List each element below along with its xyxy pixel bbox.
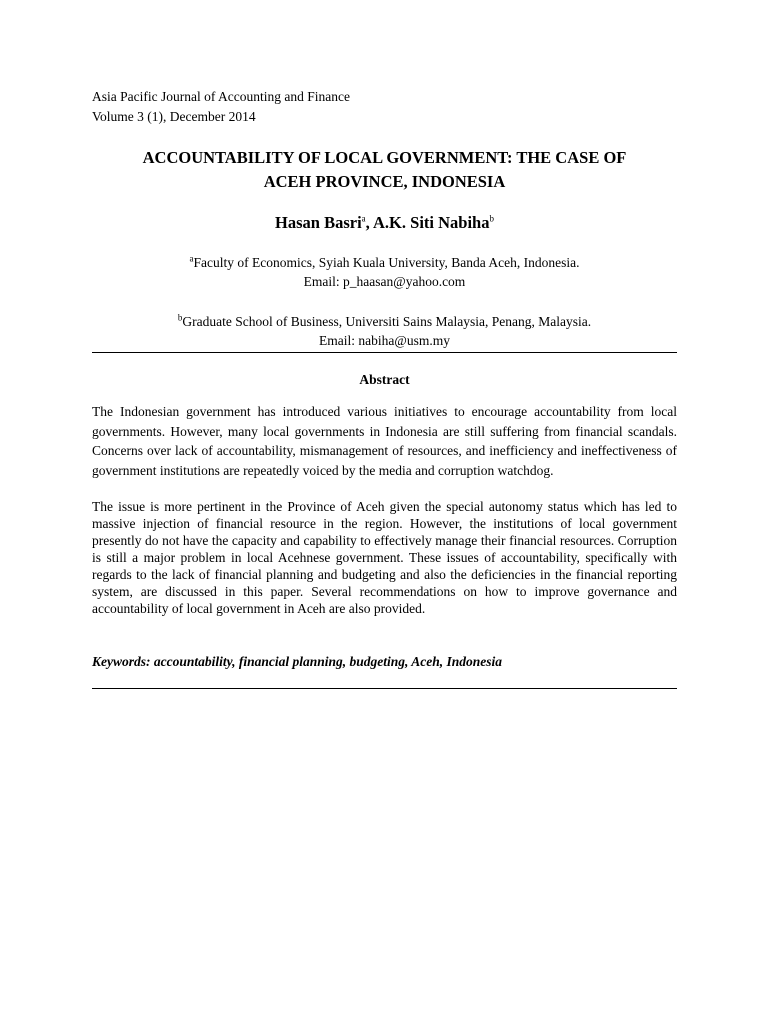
title-line-1: ACCOUNTABILITY OF LOCAL GOVERNMENT: THE CASE OF — [142, 148, 627, 167]
abstract-paragraph-1: The Indonesian government has introduced various initiatives to encourage accountability from local governments. However, many local governments in Indonesia are still suffering from financial scandals. Concerns over lack of accountability, mismanagement of resources, and inefficiency and ineffectiveness of government institutions are repeatedly voiced by the media and corruption watchdog. — [92, 404, 677, 478]
author-list — [92, 211, 677, 235]
affiliation-mark: b — [177, 312, 183, 323]
author-affiliation-mark: b — [489, 213, 494, 224]
affiliation-b — [92, 312, 677, 350]
journal-header — [92, 87, 350, 127]
journal-issue: Volume 3 (1), December 2014 — [92, 109, 256, 124]
paper-title — [92, 146, 677, 194]
abstract-heading: Abstract — [359, 372, 410, 387]
affiliation-institution: Faculty of Economics, Syiah Kuala University, Banda Aceh, Indonesia. — [193, 255, 580, 270]
affiliation-a — [92, 253, 677, 291]
author-separator: , — [365, 213, 374, 232]
divider-bottom — [92, 688, 677, 689]
author-affiliation-mark: a — [361, 213, 366, 224]
affiliation-text — [92, 312, 677, 331]
affiliation-mark: a — [189, 253, 194, 264]
abstract-paragraph-2: The issue is more pertinent in the Province of Aceh given the special autonomy status which has led to massive injection of financial resource in the region. However, the institutions of local government presently do not have the capacity and capability to effectively manage their financial resources. Corruption is still a major problem in local Acehnese government. These issues of accountability, specifically with regards to the lack of financial planning and budgeting and also the deficiencies in the financial reporting system, are discussed in this paper. Several recommendations on how to improve governance and accountability of local government in Aceh are also provided. — [92, 499, 677, 616]
author-name: Hasan Basri — [275, 213, 362, 232]
affiliation-email: Email: nabiha@usm.my — [319, 333, 450, 348]
affiliation-email: Email: p_haasan@yahoo.com — [303, 274, 466, 289]
affiliation-institution: Graduate School of Business, Universiti Sains Malaysia, Penang, Malaysia. — [182, 314, 592, 329]
keywords: Keywords: accountability, financial planning, budgeting, Aceh, Indonesia — [92, 654, 503, 669]
title-line-2: ACEH PROVINCE, INDONESIA — [263, 172, 506, 191]
author-name: A.K. Siti Nabiha — [373, 213, 490, 232]
divider-top — [92, 352, 677, 353]
journal-name: Asia Pacific Journal of Accounting and Finance — [92, 89, 350, 104]
affiliation-text — [92, 253, 677, 272]
